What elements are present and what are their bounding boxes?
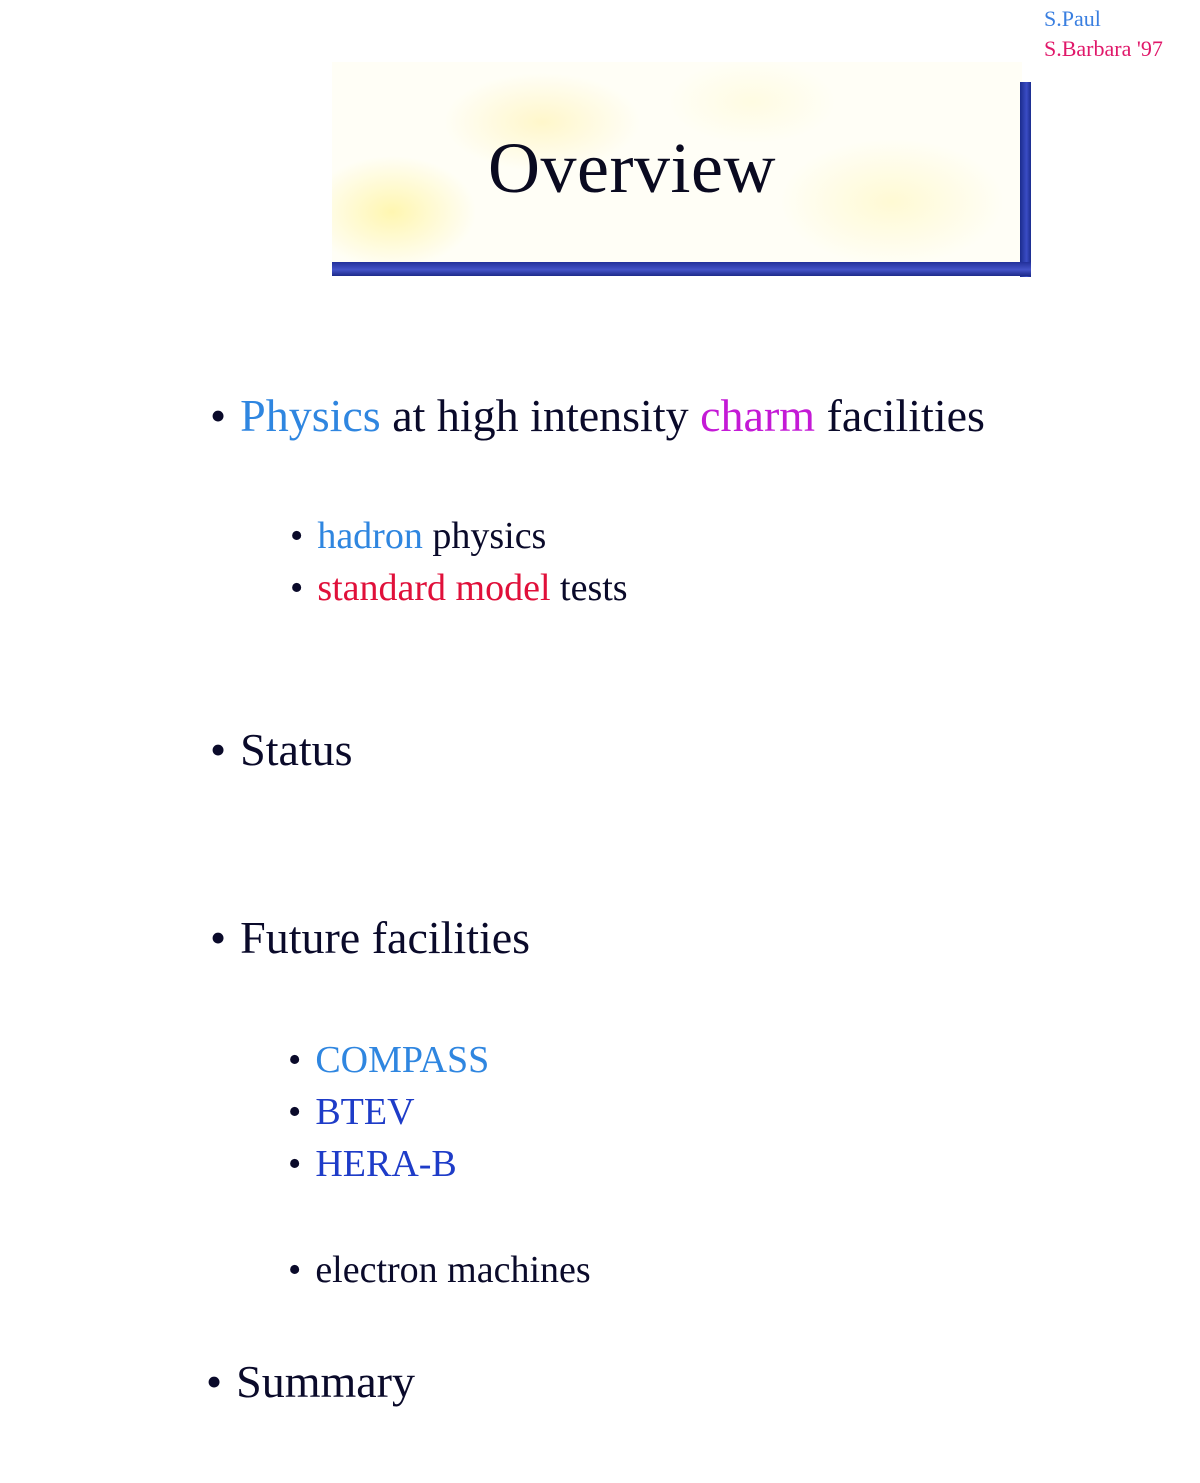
bullet-dot: • bbox=[288, 1039, 302, 1081]
bullet-dot: • bbox=[288, 1249, 302, 1291]
bullet-dot: • bbox=[210, 724, 227, 775]
physics-word: Physics bbox=[240, 390, 381, 441]
bullet-dot: • bbox=[210, 390, 227, 441]
hadron-word: hadron bbox=[317, 515, 423, 557]
physics-end-text: facilities bbox=[815, 390, 985, 441]
sub-bullet-compass bbox=[288, 1036, 489, 1084]
hera-b-text: HERA-B bbox=[315, 1143, 457, 1185]
hadron-rest: physics bbox=[422, 515, 547, 557]
bullet-future-facilities bbox=[210, 910, 530, 966]
banner-right-bar bbox=[1020, 82, 1031, 277]
standard-model-rest: tests bbox=[550, 567, 628, 609]
compass-text: COMPASS bbox=[315, 1039, 490, 1081]
physics-mid-text: at high intensity bbox=[380, 390, 701, 441]
bullet-dot: • bbox=[288, 1143, 302, 1185]
bullet-dot: • bbox=[210, 912, 227, 963]
banner-bottom-bar bbox=[332, 262, 1031, 276]
sub-bullet-hadron bbox=[290, 512, 546, 560]
bullet-dot: • bbox=[288, 1091, 302, 1133]
bullet-physics bbox=[210, 388, 985, 444]
corner-credit bbox=[1044, 4, 1163, 64]
summary-text: Summary bbox=[236, 1356, 415, 1407]
sub-bullet-btev bbox=[288, 1088, 415, 1136]
credit-venue: S.Barbara '97 bbox=[1044, 36, 1163, 61]
bullet-dot: • bbox=[290, 567, 304, 609]
sub-bullet-hera-b bbox=[288, 1140, 457, 1188]
sub-bullet-standard-model bbox=[290, 564, 628, 612]
standard-model-word: standard model bbox=[317, 567, 551, 609]
charm-word: charm bbox=[700, 390, 816, 441]
bullet-dot: • bbox=[290, 515, 304, 557]
future-facilities-text: Future facilities bbox=[240, 912, 531, 963]
electron-machines-text: electron machines bbox=[315, 1249, 591, 1291]
bullet-dot: • bbox=[206, 1356, 223, 1407]
credit-author: S.Paul bbox=[1044, 6, 1101, 31]
bullet-status bbox=[210, 722, 353, 778]
slide-title: Overview bbox=[488, 128, 776, 208]
status-text: Status bbox=[240, 724, 353, 775]
sub-bullet-electron-machines bbox=[288, 1246, 591, 1294]
btev-text: BTEV bbox=[315, 1091, 415, 1133]
bullet-summary bbox=[206, 1354, 415, 1410]
